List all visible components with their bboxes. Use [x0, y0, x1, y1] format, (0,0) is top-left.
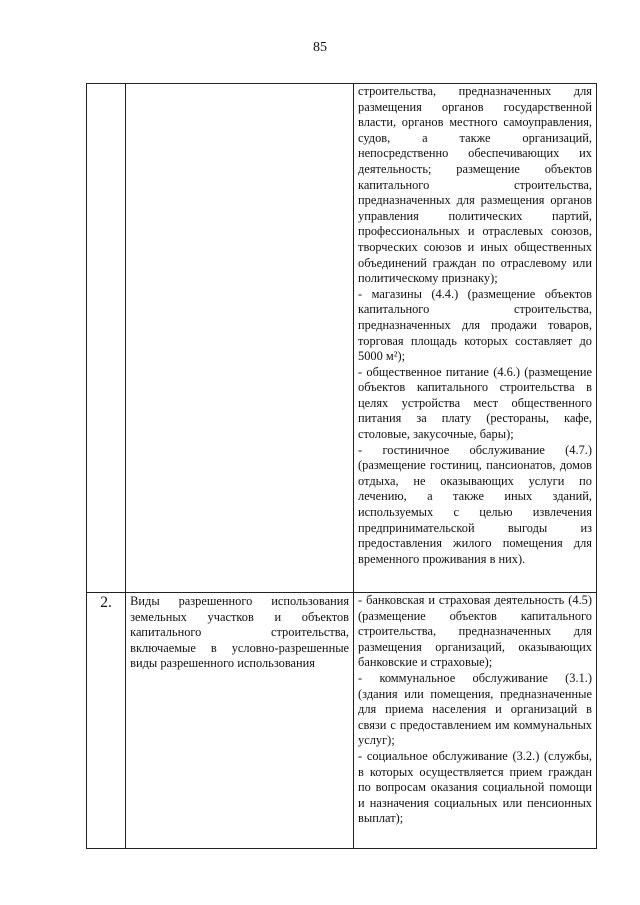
land-use-table — [86, 83, 597, 849]
content-paragraph: - банковская и страховая деятельность (4.5) (размещение объектов капитального строительства, предназначенных для размещения организаций, оказывающих банковские и страховые); — [358, 593, 592, 670]
content-paragraph: - коммунальное обслуживание (3.1.) (здания или помещения, предназначенные для приема населения и организаций в связи с предоставлением им коммунальных услуг); — [358, 670, 592, 748]
page-number: 85 — [313, 40, 327, 55]
content-paragraph: - социальное обслуживание (3.2.) (службы, в которых осуществляется прием граждан по вопросам оказания социальной помощи и назначения социальных или пенсионных выплат); — [358, 748, 592, 826]
content-paragraph: - общественное питание (4.6.) (размещение объектов капитального строительства в целях устройства мест общественного питания за плату (рестораны, кафе, столовые, закусочные, бары); — [358, 364, 592, 442]
table-row — [87, 84, 597, 593]
content-paragraph: - магазины (4.4.) (размещение объектов капитального строительства, предназначенных для продажи товаров, торговая площадь которых составляет до 5000 м²); — [358, 286, 592, 364]
row-name: Виды разрешенного использования земельных участков и объектов капитального строительства, включаемые в условно-разрешенные виды разрешенного использования — [130, 594, 350, 671]
row-name-cell — [126, 593, 354, 849]
row-name-cell — [126, 84, 354, 593]
table-row — [87, 593, 597, 849]
row-number: 2. — [100, 594, 112, 611]
content-paragraph: - гостиничное обслуживание (4.7.) (размещение гостиниц, пансионатов, домов отдыха, не оказывающих услуги по лечению, а также иных зданий, используемых с целью извлечения предпринимательской выгоды из предоставления жилого помещения для временного проживания в них). — [358, 442, 592, 566]
row-name — [130, 84, 349, 85]
content-paragraph: строительства, предназначенных для размещения органов государственной власти, органов местного самоуправления, судов, а также организаций, непосредственно обеспечивающих их деятельность; размещение объектов капитального строительства, предназначенных для размещения органов управления политических партий, профессиональных и отраслевых союзов, творческих союзов и иных общественных объединений граждан по отраслевому или политическому признаку); — [358, 84, 592, 286]
row-content-cell — [354, 593, 597, 849]
row-number-cell — [87, 84, 126, 593]
row-number-cell — [87, 593, 126, 849]
row-content-cell — [354, 84, 597, 593]
row-number — [91, 84, 121, 86]
